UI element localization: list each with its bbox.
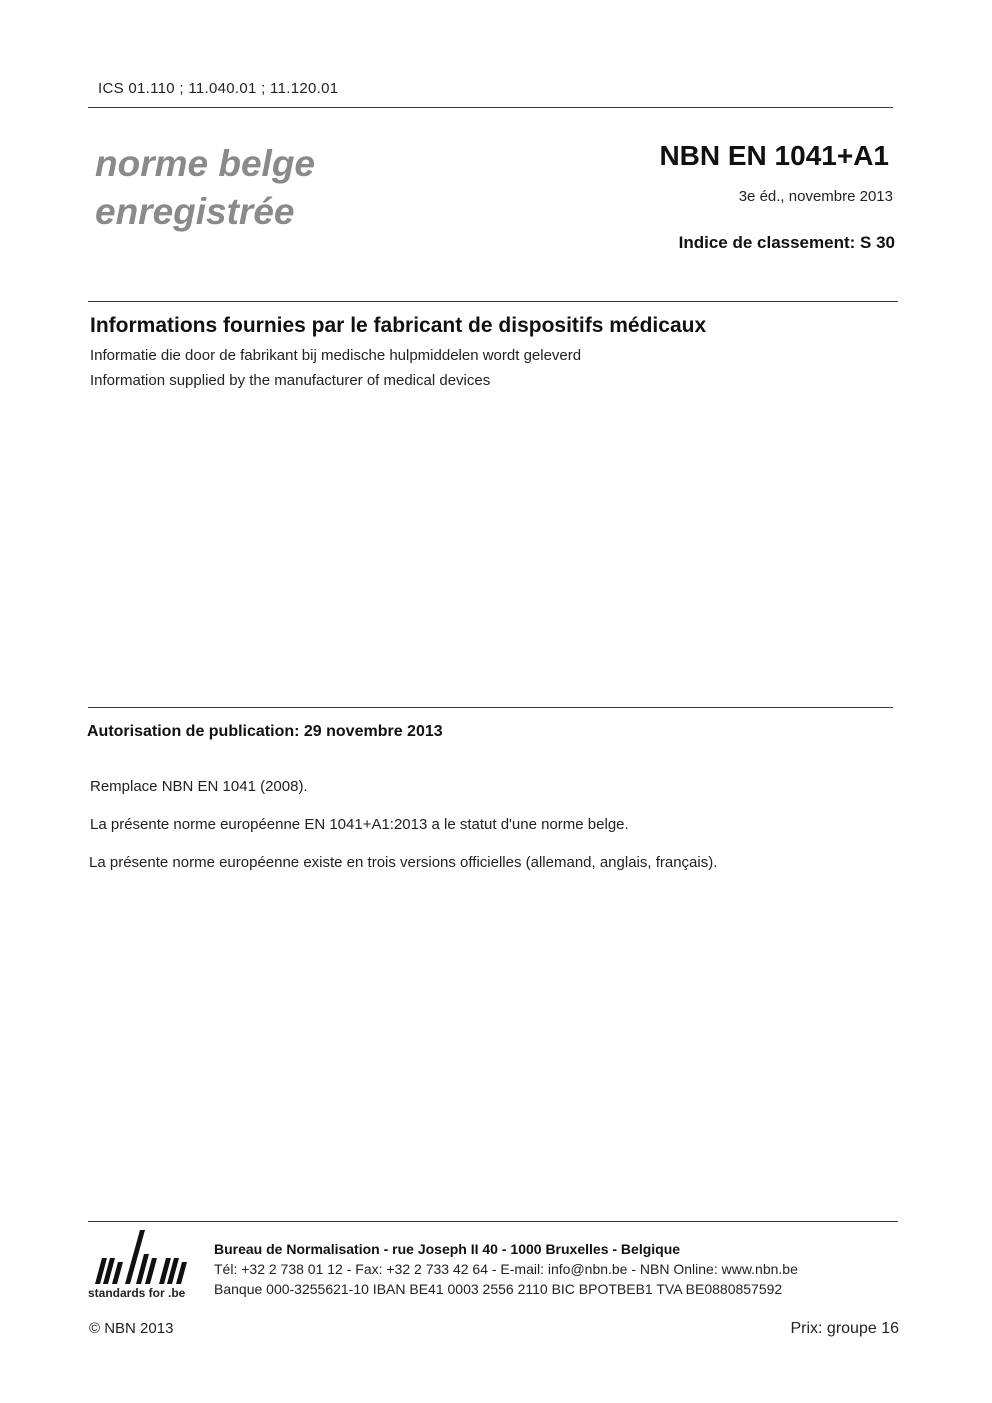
title-dutch: Informatie die door de fabrikant bij medische hulpmiddelen wordt geleverd <box>90 347 582 364</box>
nbn-logo-strokes <box>95 1230 187 1284</box>
address-line-2: Tél: +32 2 738 01 12 - Fax: +32 2 733 42 64 - E-mail: info@nbn.be - NBN Online: www.nbn.be <box>214 1261 798 1277</box>
brand-wordmark <box>95 140 435 236</box>
copyright: © NBN 2013 <box>89 1320 174 1337</box>
price-group: Prix: groupe 16 <box>790 1320 899 1337</box>
standard-code: NBN EN 1041+A1 <box>659 140 889 171</box>
classification-index: Indice de classement: S 30 <box>678 233 895 252</box>
nbn-logo-icon <box>88 1228 198 1286</box>
ics-codes: ICS 01.110 ; 11.040.01 ; 11.120.01 <box>98 80 339 97</box>
header-rule <box>88 107 893 108</box>
address-line-3: Banque 000-3255621-10 IBAN BE41 0003 2556 2110 BIC BPOTBEB1 TVA BE0880857592 <box>214 1281 783 1297</box>
brand-line-2: enregistrée <box>95 191 295 232</box>
brand-line-1: norme belge <box>95 143 315 184</box>
logo-stroke <box>176 1262 187 1284</box>
title-english: Information supplied by the manufacturer of medical devices <box>90 372 491 389</box>
footer-rule <box>88 1221 898 1222</box>
nbn-logo <box>88 1228 198 1306</box>
title-top-rule <box>88 301 898 302</box>
logo-tagline: standards for .be <box>88 1286 186 1300</box>
edition: 3e éd., novembre 2013 <box>738 188 893 205</box>
publication-rule <box>88 707 893 708</box>
title-french: Informations fournies par le fabricant de dispositifs médicaux <box>90 314 707 337</box>
address-line-1: Bureau de Normalisation - rue Joseph II 40 - 1000 Bruxelles - Belgique <box>214 1241 681 1257</box>
publication-authorization: Autorisation de publication: 29 novembre 2013 <box>87 723 443 740</box>
note-versions: La présente norme européenne existe en trois versions officielles (allemand, anglais, français). <box>89 854 718 871</box>
logo-stroke <box>112 1262 123 1284</box>
note-status: La présente norme européenne EN 1041+A1:2013 a le statut d'une norme belge. <box>90 816 629 833</box>
note-replaces: Remplace NBN EN 1041 (2008). <box>90 778 308 795</box>
